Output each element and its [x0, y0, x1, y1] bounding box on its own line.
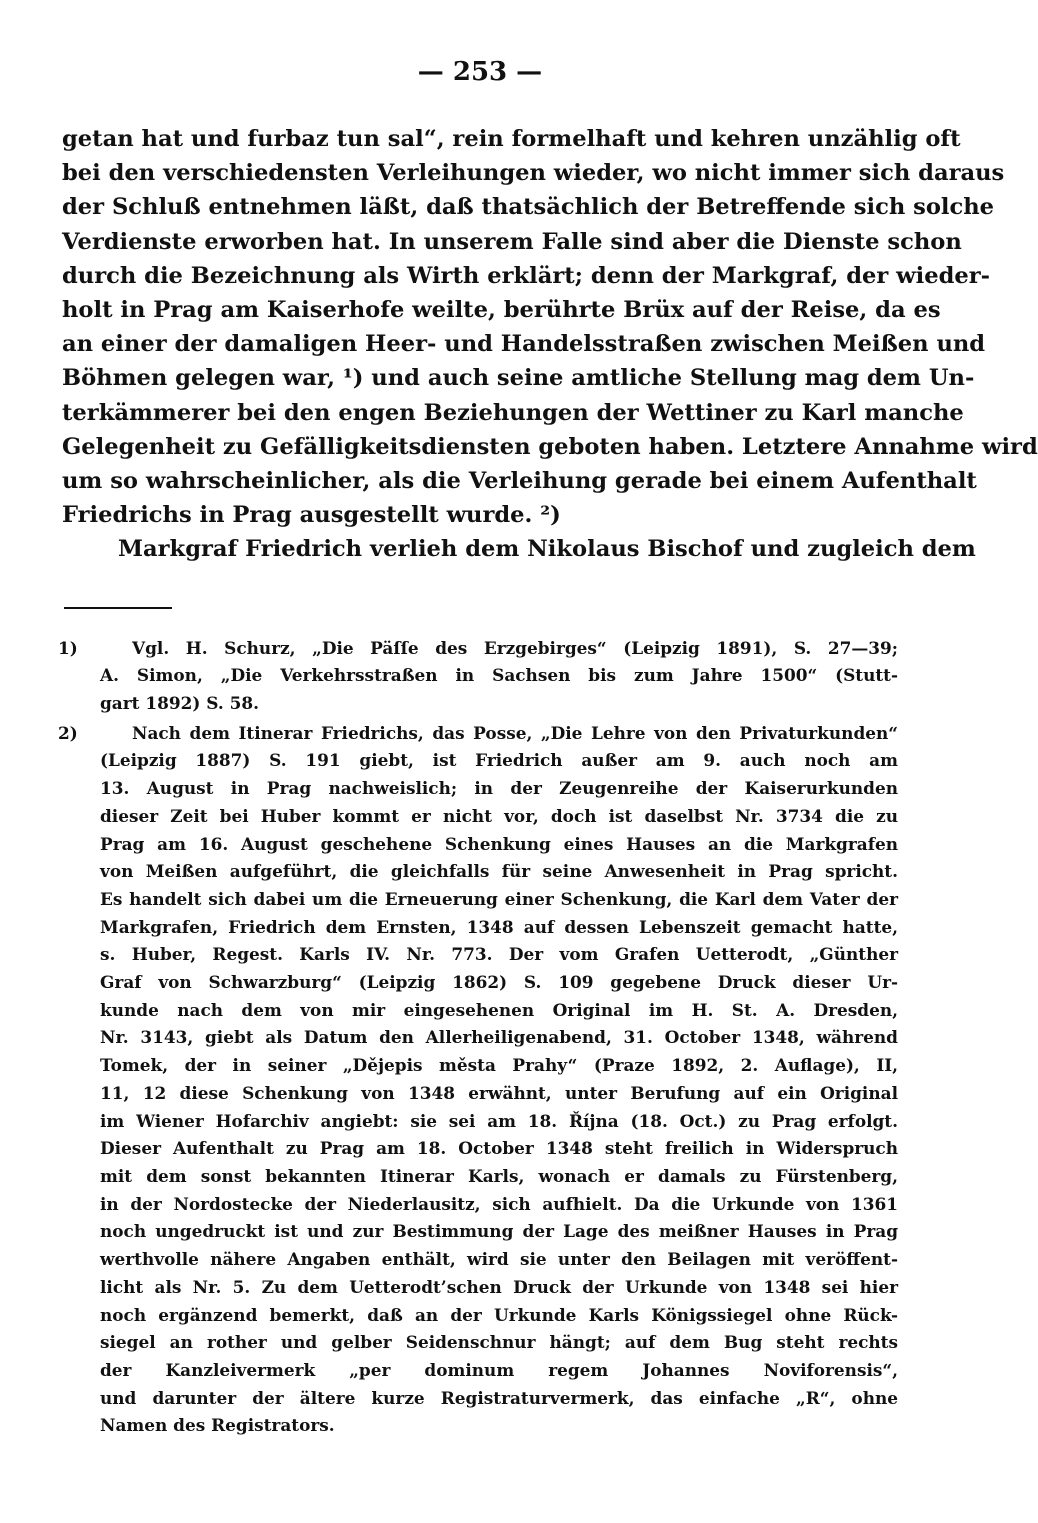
footnote-line: der Kanzleivermerk „per dominum regem Johannes Noviforensis“,	[100, 1359, 898, 1380]
footnote-line: Nr. 3143, giebt als Datum den Allerheiligenabend, 31. October 1348, während	[100, 1027, 898, 1048]
footnote-line: Markgrafen, Friedrich dem Ernsten, 1348 auf dessen Lebenszeit gemacht hatte,	[100, 916, 898, 937]
footnote-line: kunde nach dem von mir eingesehenen Original im H. St. A. Dresden,	[100, 999, 898, 1020]
footnote-line: 13. August in Prag nachweislich; in der Zeugenreihe der Kaiserurkunden	[100, 778, 898, 799]
text-line: Verdienste erworben hat. In unserem Falle sind aber die Dienste schon	[62, 228, 962, 255]
footnote-line: im Wiener Hofarchiv angiebt: sie sei am 18. Října (18. Oct.) zu Prag erfolgt.	[100, 1110, 898, 1131]
footnote-number: 2)	[58, 722, 78, 743]
text-line: terkämmerer bei den engen Beziehungen der Wettiner zu Karl manche	[62, 399, 964, 426]
footnote-line: A. Simon, „Die Verkehrsstraßen in Sachsen bis zum Jahre 1500“ (Stutt-	[100, 665, 898, 686]
main-text-paragraph-2	[62, 532, 976, 566]
text-line: der Schluß entnehmen läßt, daß thatsächlich der Betreffende sich solche	[62, 194, 995, 221]
footnote-line: dieser Zeit bei Huber kommt er nicht vor, doch ist daselbst Nr. 3734 die zu	[100, 805, 898, 826]
footnote-line: Tomek, der in seiner „Dějepis města Prahy“ (Praze 1892, 2. Auflage), II,	[100, 1055, 898, 1076]
footnote-line: 11, 12 diese Schenkung von 1348 erwähnt, unter Berufung auf ein Original	[100, 1082, 898, 1103]
footnote-line: (Leipzig 1887) S. 191 giebt, ist Friedrich außer am 9. auch noch am	[100, 750, 898, 771]
footnote	[58, 720, 898, 1440]
text-line: an einer der damaligen Heer- und Handelsstraßen zwischen Meißen und	[62, 331, 986, 358]
footnotes	[58, 635, 898, 1440]
text-line: bei den verschiedensten Verleihungen wieder, wo nicht immer sich daraus	[62, 160, 1005, 187]
text-line: Friedrichs in Prag ausgestellt wurde. ²)	[62, 502, 561, 529]
text-line: durch die Bezeichnung als Wirth erklärt; denn der Markgraf, der wieder-	[62, 262, 991, 289]
footnote-line: mit dem sonst bekannten Itinerar Karls, wonach er damals zu Fürstenberg,	[100, 1166, 898, 1186]
text-line: um so wahrscheinlicher, als die Verleihung gerade bei einem Aufenthalt	[62, 468, 977, 495]
footnote-line: noch ungedruckt ist und zur Bestimmung der Lage des meißner Hauses in Prag	[100, 1221, 898, 1242]
footnote-line: Dieser Aufenthalt zu Prag am 18. October 1348 steht freilich in Widerspruch	[100, 1138, 898, 1159]
footnote-line: gart 1892) S. 58.	[100, 693, 259, 714]
footnote-line: und darunter der ältere kurze Registraturvermerk, das einfache „R“, ohne	[100, 1387, 898, 1408]
footnote-line: Namen des Registrators.	[100, 1415, 335, 1436]
text-line: holt in Prag am Kaiserhofe weilte, berührte Brüx auf der Reise, da es	[62, 297, 941, 324]
footnote-line: in der Nordostecke der Niederlausitz, sich aufhielt. Da die Urkunde von 1361	[100, 1193, 898, 1214]
footnote-line: noch ergänzend bemerkt, daß an der Urkunde Karls Königssiegel ohne Rück-	[100, 1304, 898, 1325]
text-line: Gelegenheit zu Gefälligkeitsdiensten geboten haben. Letztere Annahme wird	[62, 433, 1038, 460]
text-line: Markgraf Friedrich verlieh dem Nikolaus Bischof und zugleich dem	[118, 536, 976, 563]
footnote-separator	[64, 607, 172, 609]
footnote-line: werthvolle nähere Angaben enthält, wird sie unter den Beilagen mit veröffent-	[100, 1249, 898, 1270]
footnote-line: von Meißen aufgeführt, die gleichfalls für seine Anwesenheit in Prag spricht.	[100, 861, 898, 882]
footnote-line: s. Huber, Regest. Karls IV. Nr. 773. Der vom Grafen Uetterodt, „Günther	[100, 944, 898, 965]
footnote-line: Graf von Schwarzburg“ (Leipzig 1862) S. 109 gegebene Druck dieser Ur-	[100, 972, 898, 993]
footnote	[58, 635, 898, 718]
main-text	[62, 122, 1038, 532]
footnote-line: Nach dem Itinerar Friedrichs, das Posse, „Die Lehre von den Privaturkunden“	[132, 722, 898, 743]
text-line: getan hat und furbaz tun sal“, rein formelhaft und kehren unzählig oft	[62, 126, 961, 152]
footnote-line: Prag am 16. August geschehene Schenkung eines Hauses an die Markgrafen	[100, 833, 898, 854]
footnote-line: Es handelt sich dabei um die Erneuerung einer Schenkung, die Karl dem Vater der	[100, 888, 898, 909]
footnote-line: Vgl. H. Schurz, „Die Päſſe des Erzgebirges“ (Leipzig 1891), S. 27—39;	[132, 637, 898, 658]
footnote-line: licht als Nr. 5. Zu dem Uetterodt’schen Druck der Urkunde von 1348 sei hier	[100, 1276, 898, 1297]
page-number: — 253 —	[417, 57, 543, 87]
footnote-number: 1)	[58, 637, 78, 658]
text-line: Böhmen gelegen war, ¹) und auch seine amtliche Stellung mag dem Un-	[62, 365, 975, 392]
footnote-line: siegel an rother und gelber Seidenschnur hängt; auf dem Bug steht rechts	[100, 1332, 898, 1353]
